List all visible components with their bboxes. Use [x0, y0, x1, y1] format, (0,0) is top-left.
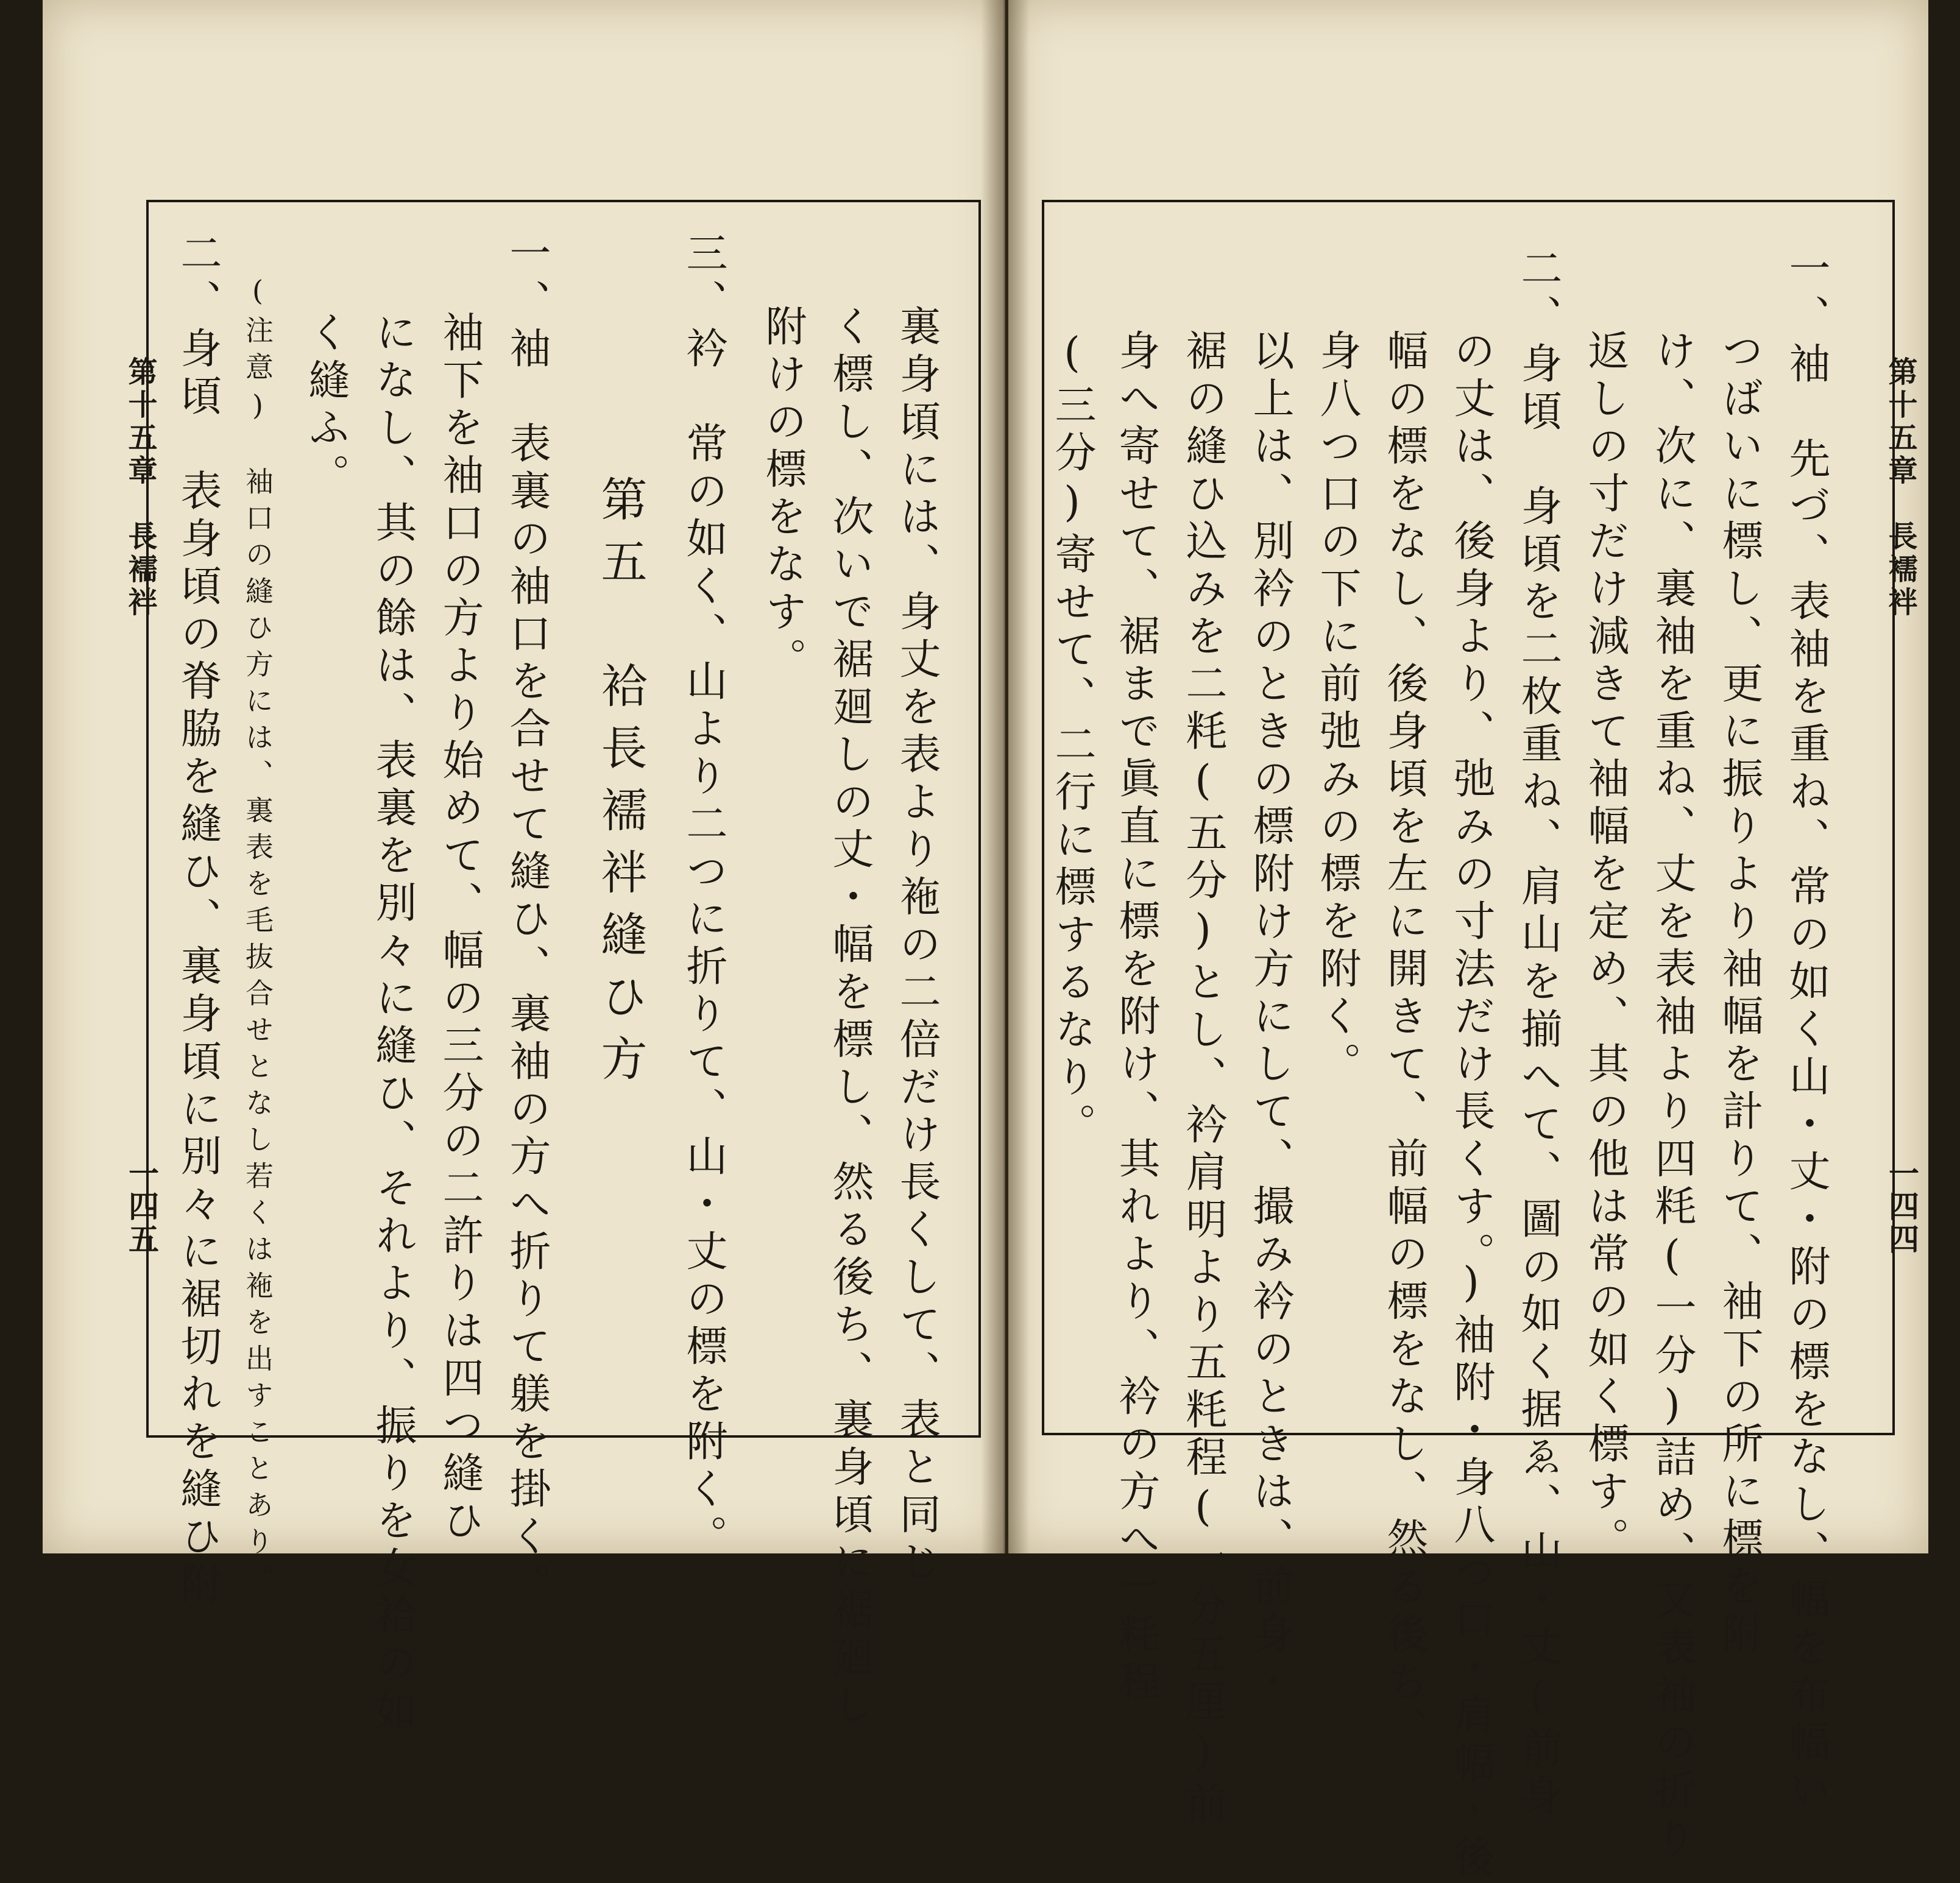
right-col-10: 裾の縫ひ込みを二粍(五分)とし、衿肩明より五粍程(一分五厘)前 — [1179, 329, 1227, 1829]
book-gutter — [981, 0, 1030, 1553]
left-col-2: 附けの標をなす。 — [759, 305, 807, 685]
left-running-head: 第十五章 長襦袢 — [123, 356, 157, 620]
right-col-6: の丈は、後身より、弛みの寸法だけ長くす。)袖附・身八つ口・肩幅・後 — [1447, 329, 1495, 1883]
right-col-8: 身八つ口の下に前弛みの標を附く。 — [1313, 329, 1361, 1089]
left-col-8: 二、身頃 表身頃の脊脇を縫ひ、裏身頃に別々に裾切れを縫ひ附 — [174, 231, 222, 1609]
right-col-2: つばいに標し、更に振りより袖幅を計りて、袖下の所に標を附 — [1715, 329, 1763, 1659]
right-col-7: 幅の標をなし、後身頃を左に開きて、前幅の標をなし、然る後ち、 — [1380, 329, 1428, 1754]
left-col-1: く標し、次いで裾廻しの丈・幅を標し、然る後ち、裏身頃に裾廻し — [826, 305, 874, 1730]
right-col-11: 身へ寄せて、裾まで眞直に標を附け、其れより、衿の方へ一粍程 — [1112, 329, 1160, 1707]
left-col-4: 一、袖 表裏の袖口を合せて縫ひ、裏袖の方へ折りて躾を掛く。 — [503, 231, 551, 1609]
right-col-1: 一、袖 先づ、表袖を重ね、常の如く山・丈・附の標をなし、幅を布幅い — [1782, 247, 1830, 1815]
right-col-12: (三分)寄せて、二行に標するなり。 — [1048, 329, 1096, 1150]
right-col-3: け、次に、裏袖を重ね、丈を表袖より四粍(一分)詰め、又表袖の折り — [1648, 329, 1696, 1863]
right-col-5: 二、身頃 身頃を二枚重ね、肩山を揃へて、圖の如く据ゑ、山・丈(前身 — [1514, 247, 1562, 1821]
right-col-9: 以上は、別衿のときの標附け方にして、撮み衿のときは、前身・ — [1246, 329, 1294, 1707]
left-folio: 一四五 — [124, 1157, 160, 1256]
left-note: (注意) 袖口の縫ひ方には、裏表を毛抜合せとなし若くは袘を出すことあり。 — [241, 274, 274, 1600]
section-title: 第五 袷長襦袢縫ひ方 — [593, 475, 648, 1097]
right-folio: 一四四 — [1884, 1157, 1920, 1256]
right-col-4: 返しの寸だけ減きて袖幅を定め、其の他は常の如く標す。 — [1581, 329, 1629, 1564]
left-col-top: 裏身頃には、身丈を表より袘の二倍だけ長くして、表と同じ — [893, 305, 941, 1588]
left-col-7: く縫ふ。 — [302, 311, 350, 501]
right-running-head: 第十五章 長襦袢 — [1883, 356, 1917, 620]
left-col-5: 袖下を袖口の方より始めて、幅の三分の二許りは四つ縫ひ — [436, 311, 484, 1546]
left-col-6: になし、其の餘は、表裏を別々に縫ひ、それより、振りを女袷の如 — [369, 311, 417, 1736]
left-col-3: 三、衿 常の如く、山より二つに折りて、山・丈の標を附く。 — [679, 231, 727, 1562]
